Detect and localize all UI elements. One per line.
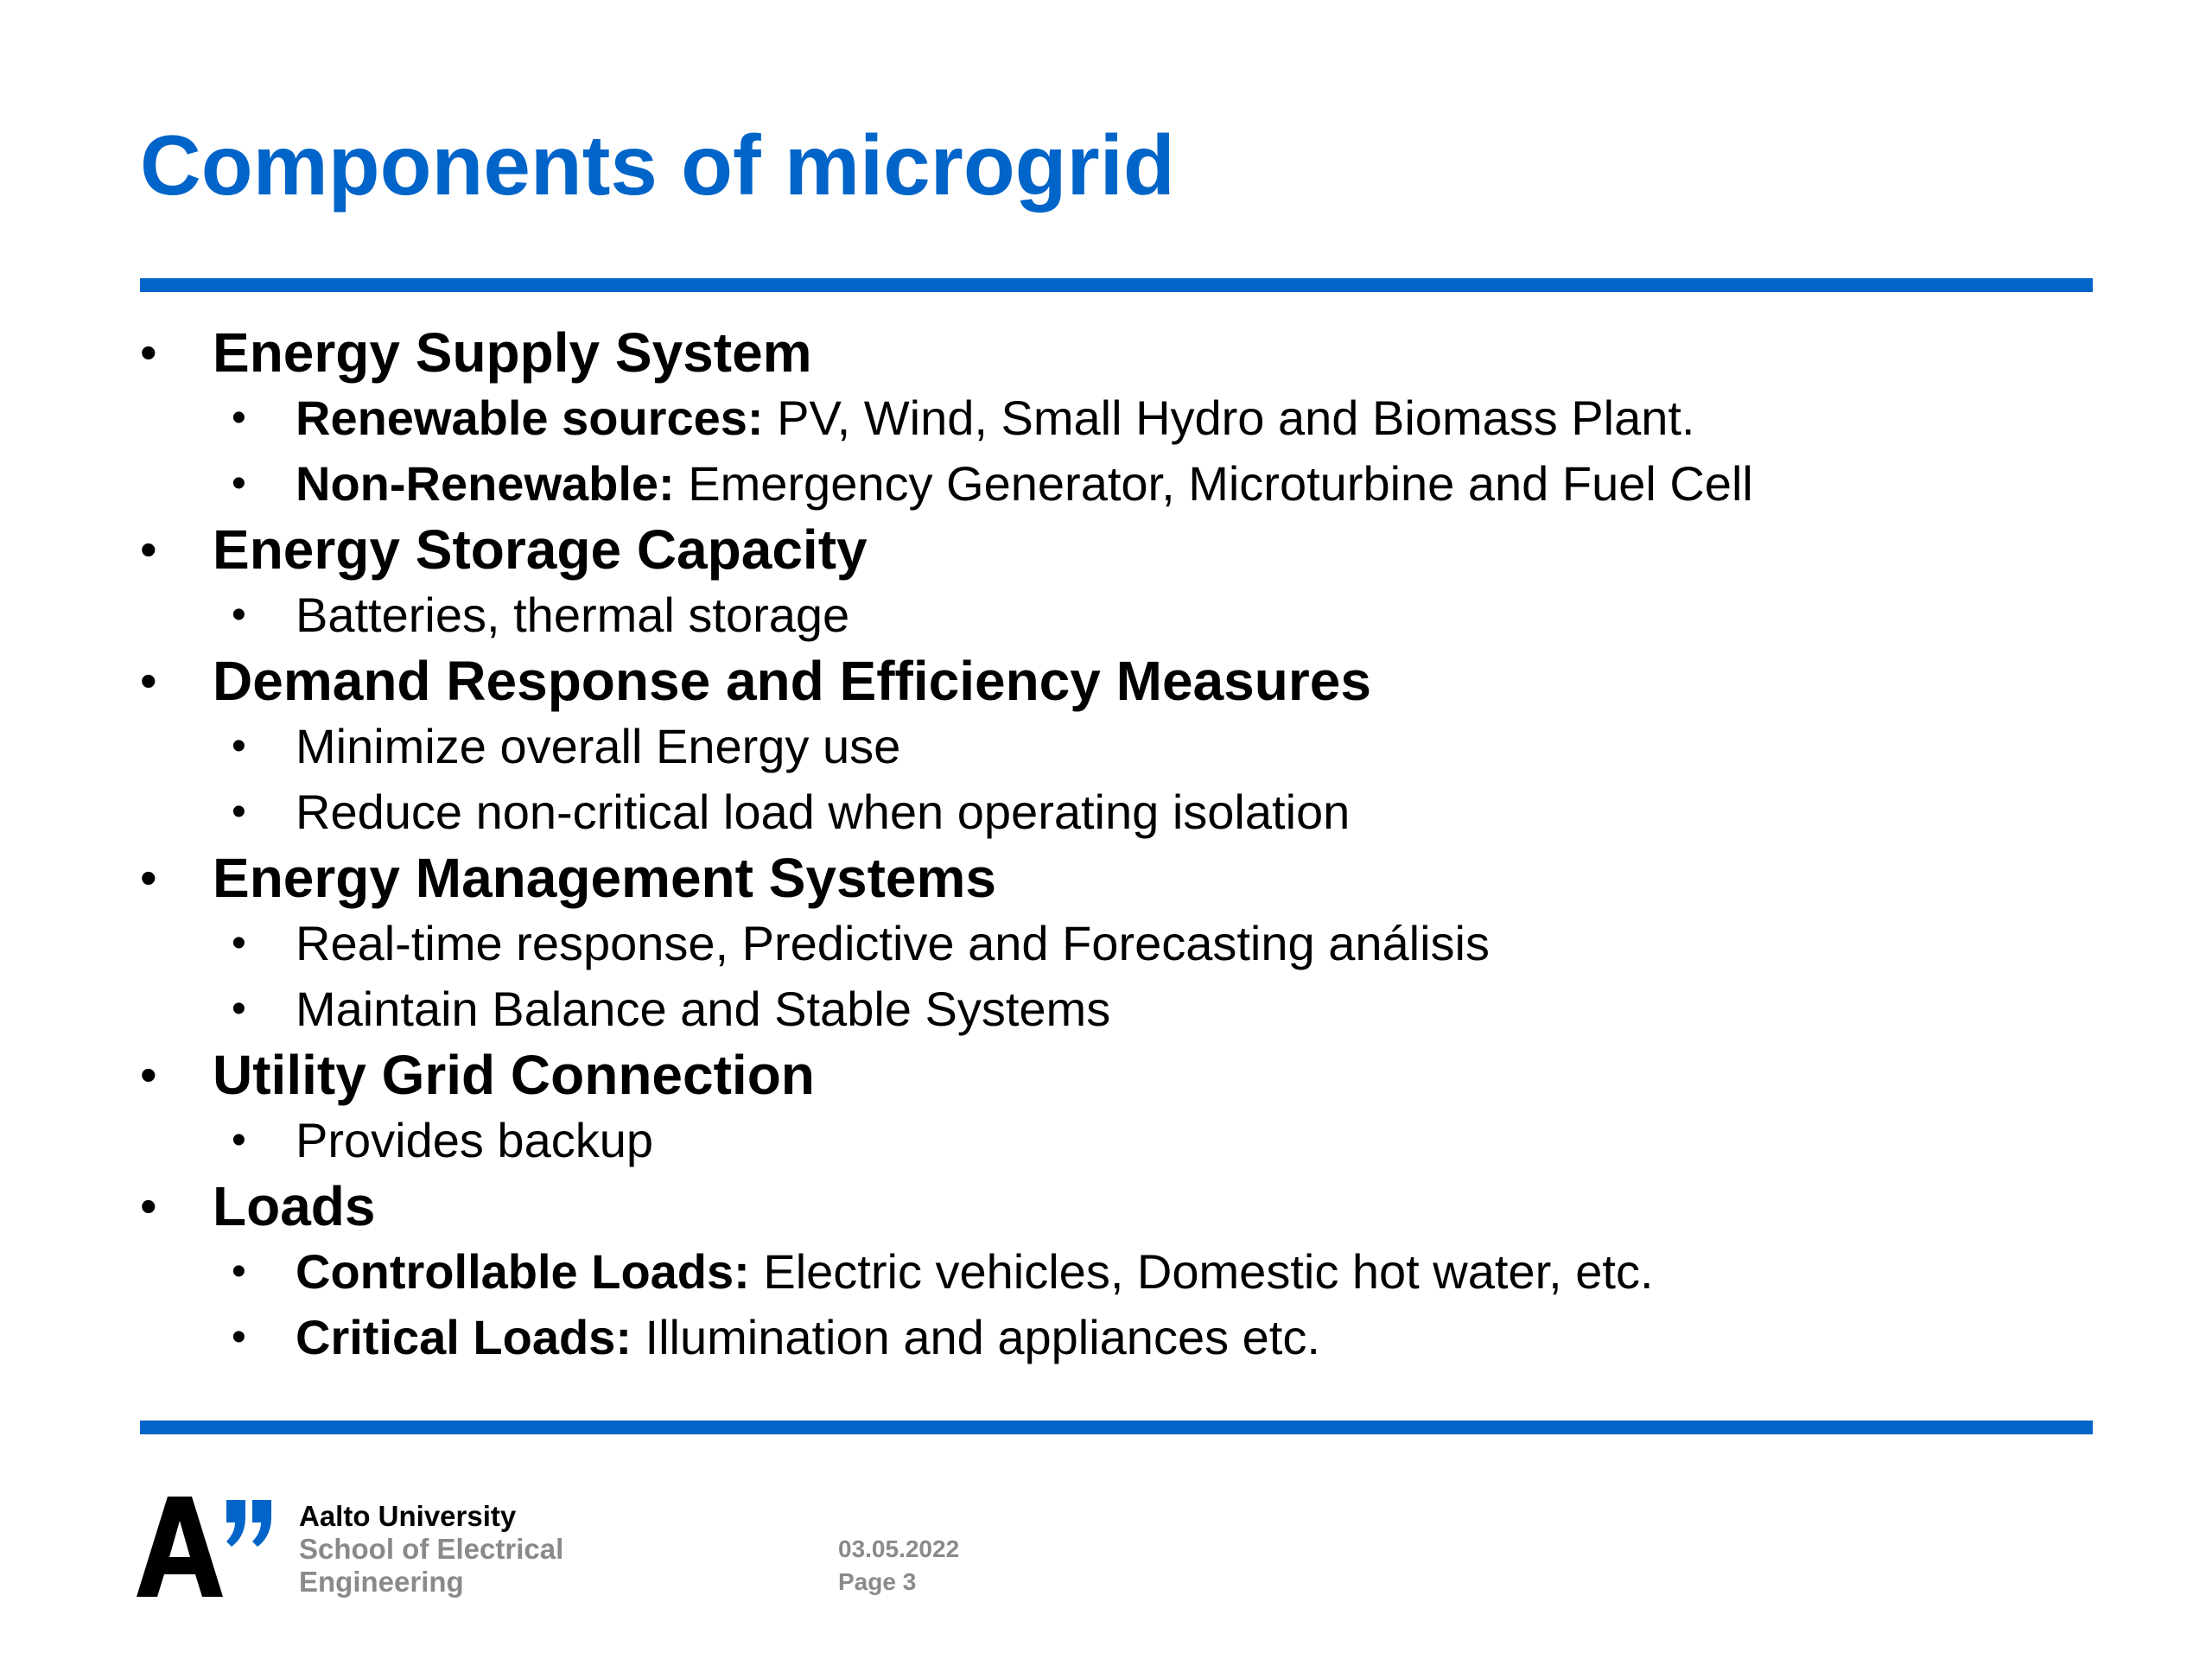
outline-subitem (140, 911, 2127, 976)
slide-title: Components of microgrid (140, 118, 1175, 213)
school-name-line2: Engineering (299, 1566, 464, 1598)
subitem-label: Renewable sources: (296, 391, 764, 445)
subitem-label: Non-Renewable: (296, 456, 675, 511)
subitem-text: PV, Wind, Small Hydro and Biomass Plant. (763, 391, 1695, 445)
school-name-line1: School of Electrical (299, 1533, 564, 1565)
slide-date: 03.05.2022 (838, 1535, 960, 1562)
bullet-icon: • (232, 592, 246, 638)
outline-heading (140, 320, 2127, 385)
outline-heading (140, 648, 2127, 714)
bullet-icon: • (232, 920, 246, 966)
bullet-icon: • (140, 1179, 157, 1233)
outline-heading-text: Utility Grid Connection (213, 1044, 815, 1106)
outline-heading-text: Energy Storage Capacity (213, 518, 868, 581)
outline-heading-text: Loads (213, 1175, 376, 1237)
bullet-icon: • (232, 723, 246, 769)
aalto-logo-icon (137, 1497, 273, 1597)
outline-subitem (140, 714, 2127, 779)
subitem-label: Controllable Loads: (296, 1244, 750, 1299)
outline-subitem (140, 582, 2127, 648)
subitem-text: Reduce non-critical load when operating isolation (296, 785, 1351, 839)
outline-heading-text: Energy Supply System (213, 321, 812, 384)
bullet-icon: • (232, 986, 246, 1032)
outline-heading-text: Energy Management Systems (213, 847, 996, 909)
outline-heading (140, 845, 2127, 911)
bullet-icon: • (140, 653, 157, 708)
bullet-icon: • (232, 461, 246, 506)
subitem-text: Maintain Balance and Stable Systems (296, 982, 1111, 1036)
outline-subitem (140, 1239, 2127, 1305)
content-outline (140, 320, 2127, 1370)
bullet-icon: • (140, 1047, 157, 1102)
outline-heading (140, 1042, 2127, 1108)
outline-subitem (140, 451, 2127, 517)
subitem-text: Provides backup (296, 1113, 654, 1167)
subitem-text: Illumination and appliances etc. (631, 1310, 1320, 1364)
title-divider (140, 278, 2093, 292)
outline-heading-text: Demand Response and Efficiency Measures (213, 650, 1371, 712)
org-name: Aalto University (299, 1500, 517, 1532)
outline-subitem (140, 976, 2127, 1042)
subitem-text: Batteries, thermal storage (296, 588, 850, 642)
page-number: Page 3 (838, 1568, 917, 1595)
bullet-icon: • (140, 522, 157, 576)
footer-divider (140, 1421, 2093, 1434)
outline-subitem (140, 1108, 2127, 1173)
outline-heading (140, 517, 2127, 582)
outline-subitem (140, 779, 2127, 845)
subitem-text: Emergency Generator, Microturbine and Fuel Cell (674, 456, 1753, 511)
outline-subitem (140, 1305, 2127, 1370)
outline-subitem (140, 385, 2127, 451)
bullet-icon: • (140, 325, 157, 379)
bullet-icon: • (232, 395, 246, 441)
subitem-text: Real-time response, Predictive and Forecasting análisis (296, 916, 1490, 970)
bullet-icon: • (232, 789, 246, 835)
footer-organization (299, 1500, 563, 1599)
bullet-icon: • (140, 850, 157, 905)
bullet-icon: • (232, 1249, 246, 1294)
subitem-text: Minimize overall Energy use (296, 719, 901, 773)
footer-meta (838, 1533, 959, 1599)
subitem-label: Critical Loads: (296, 1310, 632, 1364)
subitem-text: Electric vehicles, Domestic hot water, etc. (749, 1244, 1654, 1299)
bullet-icon: • (232, 1314, 246, 1360)
outline-heading (140, 1173, 2127, 1239)
bullet-icon: • (232, 1117, 246, 1163)
